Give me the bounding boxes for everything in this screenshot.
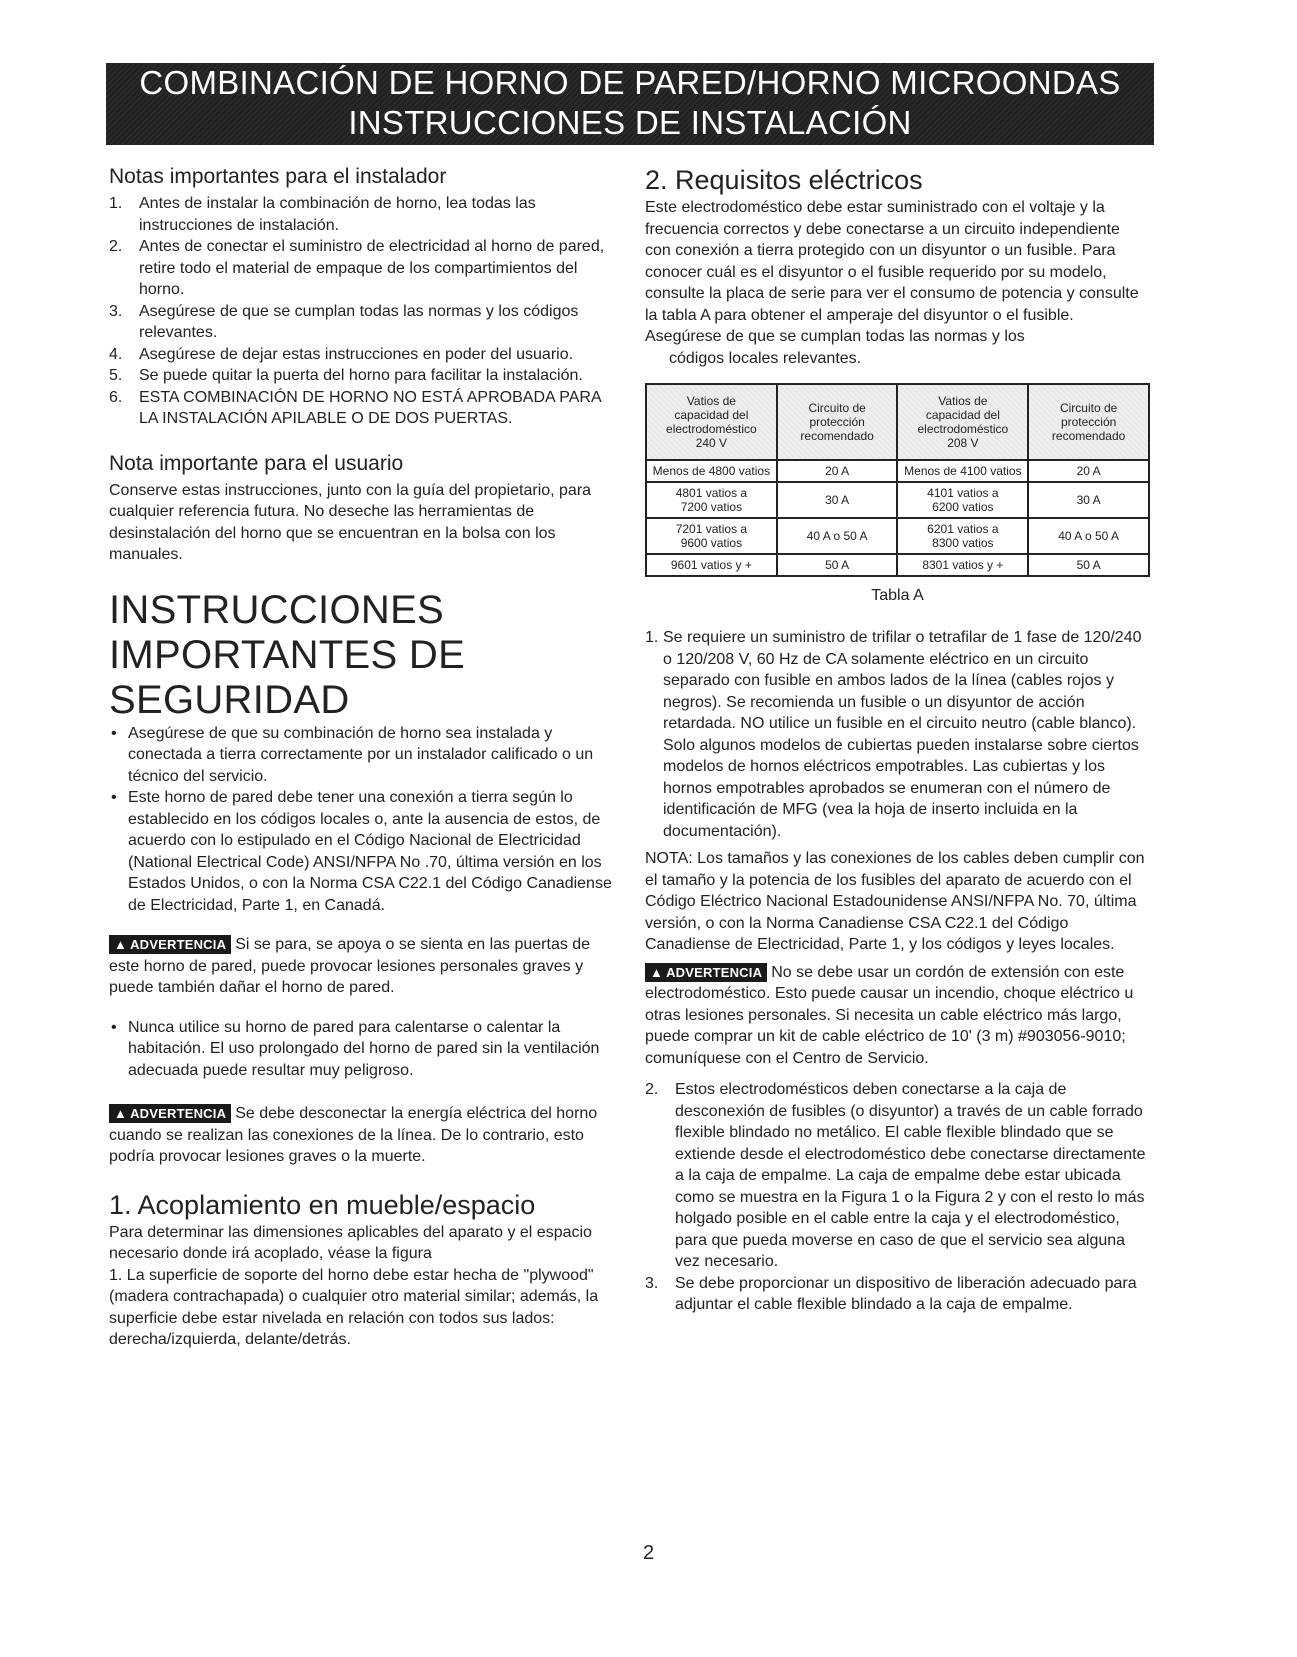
warning-paragraph-2 xyxy=(109,1103,614,1168)
section1-heading: 1. Acoplamiento en mueble/espacio xyxy=(109,1189,536,1220)
item-number: 2. xyxy=(645,1081,659,1098)
warning-badge xyxy=(109,1104,231,1123)
item-text: Se puede quitar la puerta del horno para facilitar la instalación. xyxy=(139,367,583,384)
table-cell: Menos de 4800 vatios xyxy=(646,460,777,482)
item-number: 3. xyxy=(109,302,123,320)
safety-heading-line2: IMPORTANTES DE SEGURIDAD xyxy=(109,632,466,722)
warning-triangle-icon: ▲ xyxy=(114,1106,128,1121)
warning-label: ADVERTENCIA xyxy=(130,937,227,952)
table-cell: 8301 vatios y + xyxy=(897,554,1028,576)
section1-text1: Para determinar las dimensiones aplicables del aparato y el espacio necesario donde irá acoplado, véase la figura xyxy=(109,1223,592,1262)
bullet-text: Asegúrese de que su combinación de horno sea instalada y conectada a tierra correctamente por un instalador calificado o un técnico del servicio. xyxy=(128,724,594,785)
item-text: Antes de conectar el suministro de electricidad al horno de pared, retire todo el material de empaque de los compartimientos del horno. xyxy=(139,238,605,298)
installer-notes-list xyxy=(109,193,614,430)
list-item xyxy=(109,787,614,916)
electrical-list-2 xyxy=(645,1079,1150,1316)
item-text: ESTA COMBINACIÓN DE HORNO NO ESTÁ APROBADA PARA LA INSTALACIÓN APILABLE O DE DOS PUERTAS. xyxy=(139,388,601,427)
page-number: 2 xyxy=(642,1542,655,1564)
section2-heading: 2. Requisitos eléctricos xyxy=(645,165,923,195)
table-cell: 4801 vatios a 7200 vatios xyxy=(646,482,777,518)
safety-heading-line1: INSTRUCCIONES xyxy=(109,587,445,632)
item-text: Estos electrodomésticos deben conectarse a la caja de desconexión de fusibles (o disyuntor) a través de un cable forrado flexible blindado no metálico. El cable flexible blindado que se extiende desde el electrodoméstico debe conectarse directamente a la caja de empalme. La caja de empalme debe estar ubicada como se muestra en la Figura 1 o la Figura 2 y con el resto lo más holgado posible en el cable entre la caja y el electrodoméstico, para que pueda moverse en caso de que el servicio sea alguna vez necesario. xyxy=(675,1081,1146,1270)
list-item xyxy=(109,193,614,236)
installer-notes-heading: Notas importantes para el instalador xyxy=(109,165,447,188)
table-cell: 7201 vatios a 9600 vatios xyxy=(646,518,777,554)
warning-triangle-icon: ▲ xyxy=(114,937,128,952)
table-cell: 20 A xyxy=(1028,460,1149,482)
table-cell: 40 A o 50 A xyxy=(777,518,898,554)
list-item xyxy=(109,1017,614,1082)
left-column xyxy=(109,165,614,1351)
warning-text: Si se para, se apoya o se sienta en las puertas de este horno de pared, puede provocar lesiones personales graves y puede también dañar el horno de pared. xyxy=(109,936,591,996)
warning-text: Se debe desconectar la energía eléctrica del horno cuando se realizan las conexiones de la línea. De lo contrario, esto podría provocar lesiones graves o la muerte. xyxy=(109,1105,598,1165)
warning-paragraph-1 xyxy=(109,934,614,999)
list-item xyxy=(109,344,614,366)
item-text: Se requiere un suministro de trifilar o tetrafilar de 1 fase de 120/240 o 120/208 V, 60 Hz de CA solamente eléctrico en un circuito separado con fusible en ambos lados de la línea (cables rojos y negros). Se recomienda un fusible o un disyuntor de acción retardada. NO utilice un fusible en el circuito neutro (cable blanco). Solo algunos modelos de cubiertas pueden instalarse sobre ciertos modelos de hornos eléctricos empotrables. Las cubiertas y los hornos empotrables aprobados se enumeran con el número de identificación de MFG (vea la hoja de inserto incluida en la documentación). xyxy=(663,629,1142,840)
table-row xyxy=(646,482,1149,518)
section2-intro2 xyxy=(645,326,1150,369)
section1-text2: 1. La superficie de soporte del horno debe estar hecha de "plywood" (madera contrachapada) o cualquier otro material similar; además, la superficie debe estar nivelada en relación con todos sus lados: derecha/izquierda, delante/detrás. xyxy=(109,1266,599,1348)
table-cell: 50 A xyxy=(1028,554,1149,576)
table-header-cell: Circuito de protección recomendado xyxy=(777,384,898,460)
table-row xyxy=(646,518,1149,554)
item-number: 2. xyxy=(109,238,123,255)
list-item xyxy=(645,627,1150,842)
table-a xyxy=(645,383,1150,577)
intro2-line2: códigos locales relevantes. xyxy=(669,349,862,367)
user-note-heading: Nota importante para el usuario xyxy=(109,451,404,475)
table-cell: 30 A xyxy=(777,482,898,518)
list-item xyxy=(109,723,614,788)
table-cell: 9601 vatios y + xyxy=(646,554,777,576)
item-number: 1. xyxy=(109,195,123,212)
list-item xyxy=(109,387,614,430)
bullet-text: Este horno de pared debe tener una conexión a tierra según lo establecido en los códigos locales o, ante la ausencia de estos, de acuerdo con lo estipulado en el Código Nacional de Electricidad (National Electrical Code) ANSI/NFPA No .70, última versión en los Estados Unidos, o con la Norma CSA C22.1 del Código Canadiense de Electricidad, Parte 1, en Canadá. xyxy=(128,789,612,914)
table-cell: 30 A xyxy=(1028,482,1149,518)
list-item xyxy=(645,1273,1150,1316)
item-number: 6. xyxy=(109,388,123,406)
table-header-cell: Vatios de capacidad del electrodoméstico 208 V xyxy=(897,384,1028,460)
safety-bullets xyxy=(109,723,614,917)
bullet-text: Nunca utilice su horno de pared para calentarse o calentar la habitación. El uso prolongado del horno de pared sin la ventilación adecuada puede resultar muy peligroso. xyxy=(128,1018,600,1079)
list-item xyxy=(109,236,614,301)
warning-badge xyxy=(645,963,767,982)
table-header-cell: Circuito de protección recomendado xyxy=(1028,384,1149,460)
item-text: Asegúrese de dejar estas instrucciones en poder del usuario. xyxy=(139,345,574,363)
section2-intro: Este electrodoméstico debe estar suministrado con el voltaje y la frecuencia correctos y debe conectarse a un circuito independiente con conexión a tierra protegido con un disyuntor o un fusible. Para conocer cuál es el disyuntor o el fusible requerido por su modelo, consulte la placa de serie para ver el consumo de potencia y consulte la tabla A para obtener el amperaje del disyuntor o el fusible. xyxy=(645,199,1139,324)
bullet-icon: • xyxy=(111,789,117,806)
item-text: Se debe proporcionar un dispositivo de liberación adecuado para adjuntar el cable flexible blindado a la caja de empalme. xyxy=(675,1274,1137,1313)
item-text: Antes de instalar la combinación de horno, lea todas las instrucciones de instalación. xyxy=(139,195,536,234)
table-cell: 20 A xyxy=(777,460,898,482)
banner-title-line2: INSTRUCCIONES DE INSTALACIÓN xyxy=(348,104,912,141)
list-item xyxy=(109,365,614,387)
item-number: 5. xyxy=(109,367,123,384)
table-row xyxy=(646,460,1149,482)
intro2-line1: Asegúrese de que se cumplan todas las normas y los xyxy=(645,328,1025,345)
safety-bullets-2 xyxy=(109,1017,614,1082)
table-cell: Menos de 4100 vatios xyxy=(897,460,1028,482)
item-text: Asegúrese de que se cumplan todas las normas y los códigos relevantes. xyxy=(139,302,579,341)
table-cell: 4101 vatios a 6200 vatios xyxy=(897,482,1028,518)
bullet-icon: • xyxy=(111,1018,117,1036)
table-cell: 50 A xyxy=(777,554,898,576)
table-row xyxy=(646,554,1149,576)
table-header-cell: Vatios de capacidad del electrodoméstico 240 V xyxy=(646,384,777,460)
banner-title-line1: COMBINACIÓN DE HORNO DE PARED/HORNO MICROONDAS xyxy=(139,64,1121,101)
warning-label: ADVERTENCIA xyxy=(666,964,763,980)
item-number: 1. xyxy=(645,629,659,646)
nota-text: NOTA: Los tamaños y las conexiones de los cables deben cumplir con el tamaño y la potencia de los fusibles del aparato de acuerdo con el Código Eléctrico Nacional Estadounidense ANSI/NFPA No. 70, última versión, o con la Norma Canadiense CSA C22.1 del Código Canadiense de Electricidad, Parte 1, y los códigos y leyes locales. xyxy=(645,850,1145,953)
warning-paragraph-3 xyxy=(645,962,1150,1070)
right-column xyxy=(645,165,1150,1316)
warning-text: No se debe usar un cordón de extensión con este electrodoméstico. Esto puede causar un incendio, choque eléctrico u otras lesiones personales. Si necesita un cable eléctrico más largo, puede comprar un kit de cable eléctrico de 10' (3 m) #903056-9010; comuníquese con el Centro de Servicio. xyxy=(645,963,1134,1067)
table-cell: 40 A o 50 A xyxy=(1028,518,1149,554)
electrical-list-1 xyxy=(645,627,1150,842)
table-header-row xyxy=(646,384,1149,460)
table-caption: Tabla A xyxy=(871,587,924,604)
item-number: 3. xyxy=(645,1274,659,1292)
title-banner xyxy=(106,63,1154,145)
table-cell: 6201 vatios a 8300 vatios xyxy=(897,518,1028,554)
item-number: 4. xyxy=(109,345,123,363)
bullet-icon: • xyxy=(111,724,117,742)
list-item xyxy=(109,301,614,344)
list-item xyxy=(645,1079,1150,1273)
user-note-text: Conserve estas instrucciones, junto con la guía del propietario, para cualquier referencia futura. No deseche las herramientas de desinstalación del horno que se encuentran en la bolsa con los manuales. xyxy=(109,481,592,563)
warning-label: ADVERTENCIA xyxy=(130,1106,227,1121)
warning-badge xyxy=(109,935,231,954)
warning-triangle-icon: ▲ xyxy=(650,964,664,980)
